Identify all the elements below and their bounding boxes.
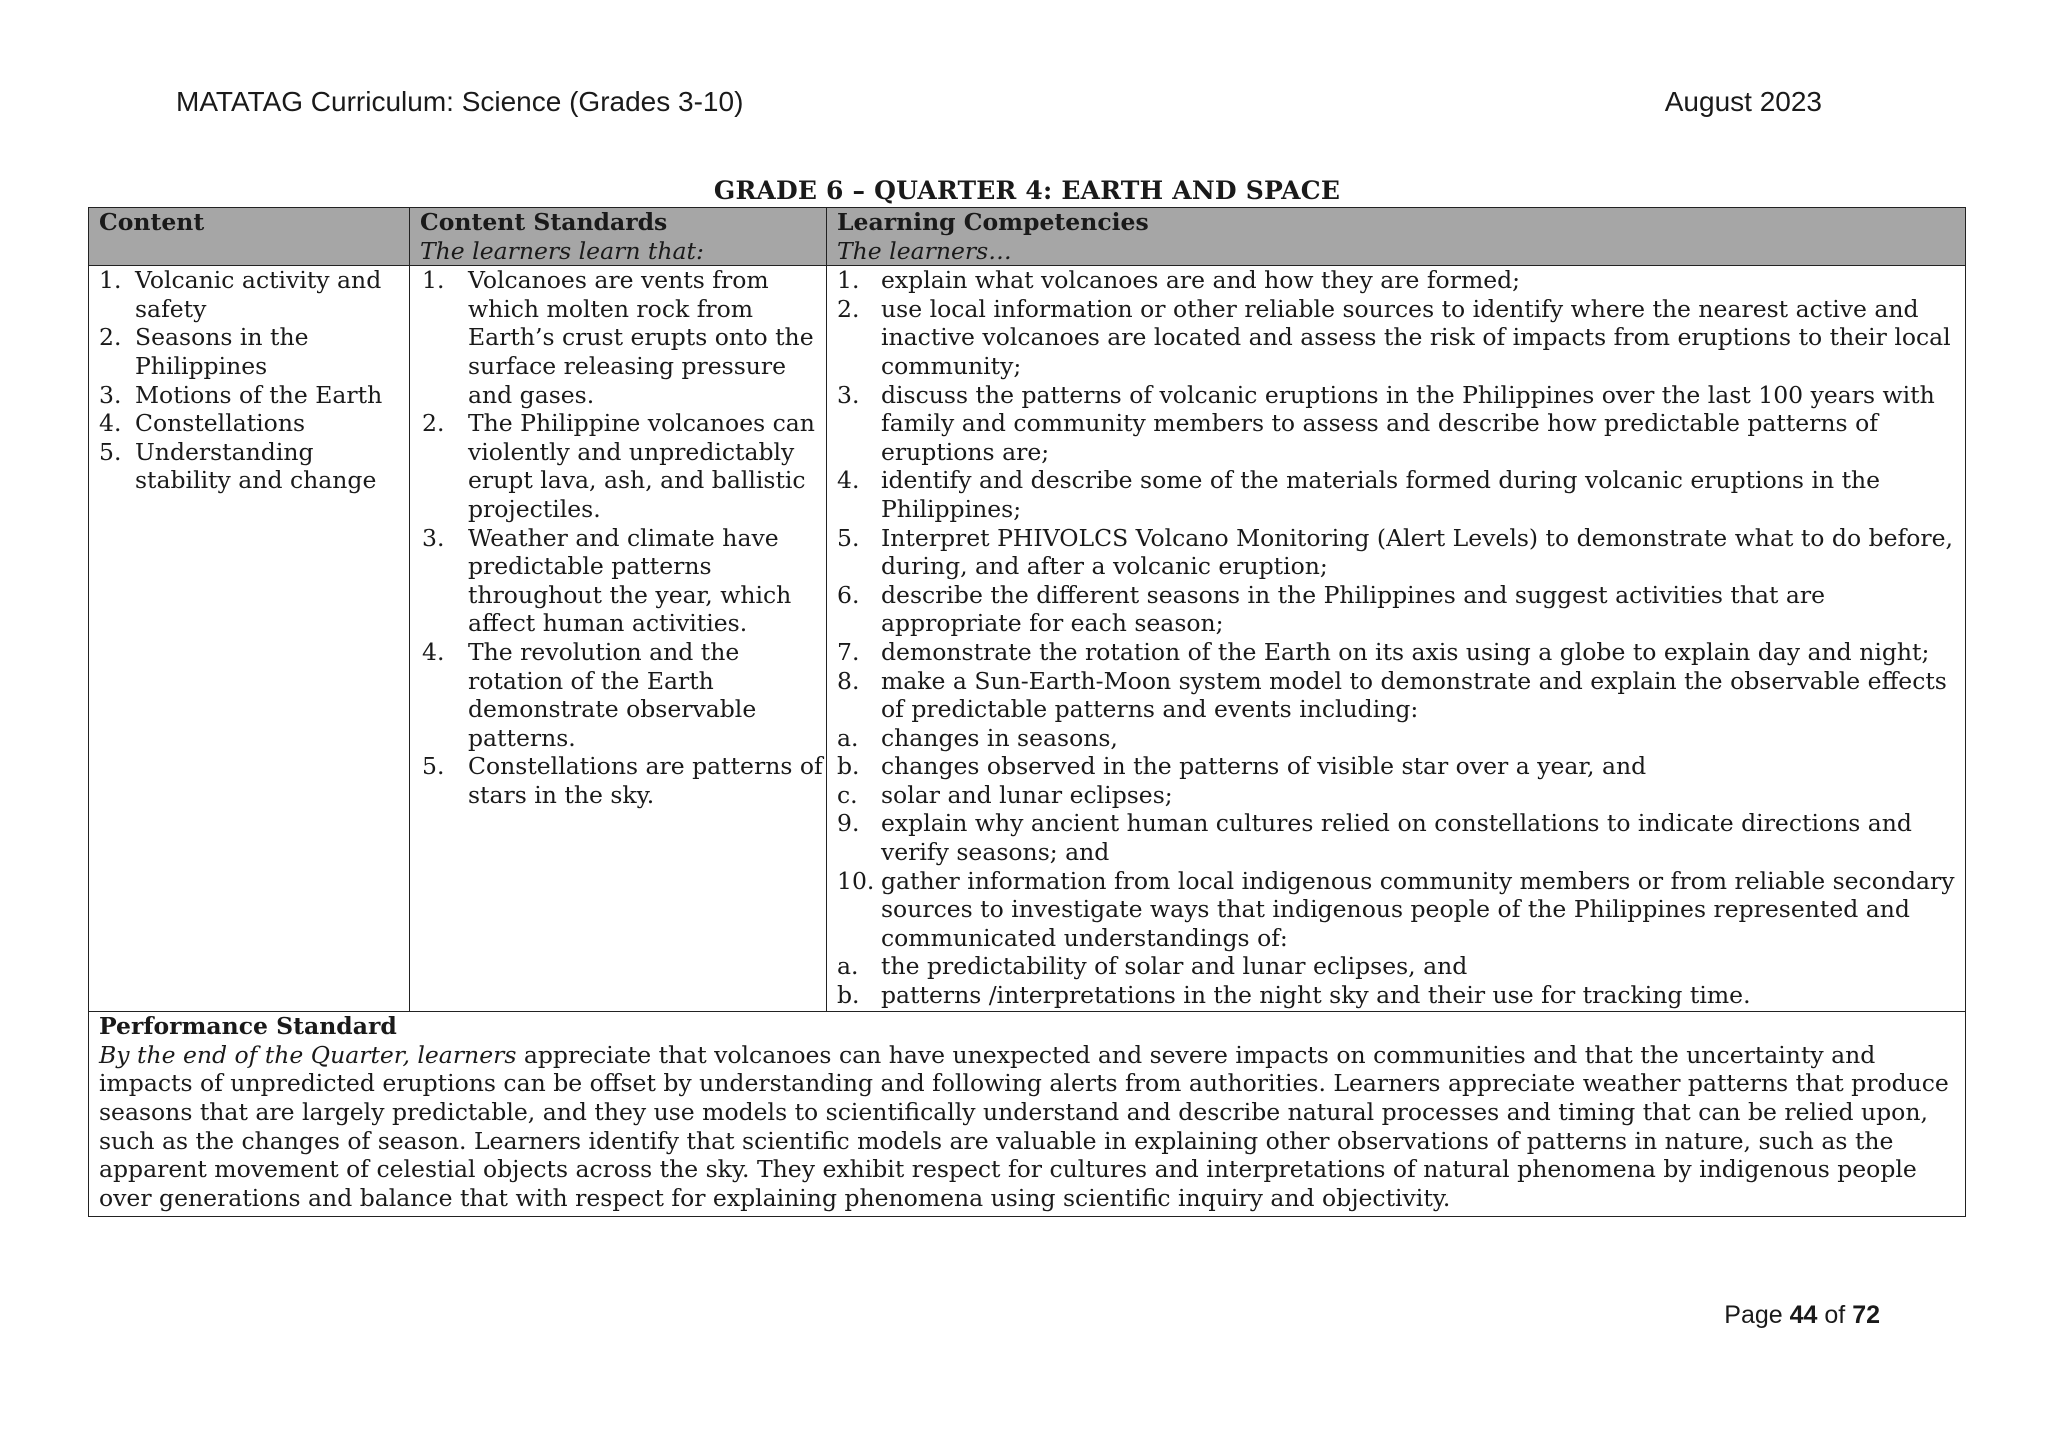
sublist-letter: b. bbox=[837, 752, 860, 781]
list-item bbox=[420, 524, 826, 638]
list-number: 10. bbox=[837, 866, 875, 895]
performance-standard-lead: By the end of the Quarter, learners bbox=[99, 1040, 517, 1069]
list-text: Motions of the Earth bbox=[135, 380, 383, 409]
list-item bbox=[420, 409, 826, 523]
content-standards-list bbox=[420, 266, 826, 809]
list-text: The Philippine volcanoes can violently and unpredictably erupt lava, ash, and ballistic projectiles. bbox=[468, 409, 815, 523]
grade-quarter-title: GRADE 6 – QUARTER 4: EARTH AND SPACE bbox=[713, 176, 1341, 205]
list-text: Volcanic activity and safety bbox=[135, 266, 382, 323]
page-current: 44 bbox=[1789, 1301, 1818, 1329]
learning-competencies-column bbox=[827, 266, 1965, 1011]
list-text: describe the different seasons in the Philippines and suggest activities that are appropriate for each season; bbox=[881, 580, 1826, 638]
list-item bbox=[837, 381, 1965, 467]
header-learning-competencies bbox=[827, 208, 1965, 265]
list-number: 3. bbox=[422, 523, 445, 552]
list-item bbox=[837, 667, 1965, 724]
list-item bbox=[99, 438, 409, 495]
sublist-item bbox=[837, 981, 1965, 1010]
sublist-item bbox=[837, 724, 1965, 753]
list-text: Interpret PHIVOLCS Volcano Monitoring (Alert Levels) to demonstrate what to do before, during, and after a volcanic eruption; bbox=[881, 523, 1953, 581]
list-text: Weather and climate have predictable patterns throughout the year, which affect human activities. bbox=[468, 523, 792, 638]
list-text: gather information from local indigenous community members or from reliable secondary sources to investigate ways that indigenous people of the Philippines represented and communicated understandings of: bbox=[881, 866, 1955, 952]
document-header-title: MATATAG Curriculum: Science (Grades 3-10) bbox=[176, 86, 744, 117]
list-item bbox=[99, 266, 409, 323]
list-text: discuss the patterns of volcanic eruptions in the Philippines over the last 100 years with family and community members to assess and describe how predictable patterns of eruptions are; bbox=[881, 380, 1935, 466]
list-item bbox=[837, 295, 1965, 381]
competency-10-sublist bbox=[837, 952, 1965, 1009]
sublist-letter: b. bbox=[837, 981, 860, 1010]
list-text: use local information or other reliable sources to identify where the nearest active and inactive volcanoes are located and assess the risk of impacts from eruptions to their local community; bbox=[881, 294, 1951, 380]
performance-standard-text: appreciate that volcanoes can have unexpected and severe impacts on communities and that the uncertainty and impacts of unpredicted eruptions can be offset by understanding and following alerts from authorities. Learners appreciate weather patterns that produce seasons that are largely predictable, and they use models to scientifically understand and describe natural processes and timing that can be relied upon, such as the changes of season. Learners identify that scientific models are valuable in explaining other observations of patterns in nature, such as the apparent movement of celestial objects across the sky. They exhibit respect for cultures and interpretations of natural phenomena by indigenous people over generations and balance that with respect for explaining phenomena using scientific inquiry and objectivity. bbox=[99, 1040, 1949, 1212]
performance-standard-title: Performance Standard bbox=[99, 1012, 397, 1041]
table-body-row bbox=[89, 266, 1965, 1012]
list-number: 3. bbox=[837, 380, 860, 409]
sublist-item bbox=[837, 752, 1965, 781]
list-number: 4. bbox=[99, 409, 122, 438]
header-content-standards-title: Content Standards bbox=[420, 208, 668, 236]
list-item bbox=[99, 409, 409, 438]
sublist-item bbox=[837, 952, 1965, 981]
performance-standard-body bbox=[99, 1041, 1955, 1213]
sublist-text: the predictability of solar and lunar eclipses, and bbox=[881, 952, 1468, 981]
list-text: Constellations are patterns of stars in the sky. bbox=[468, 752, 823, 809]
page-total: 72 bbox=[1852, 1301, 1880, 1329]
list-text: Constellations bbox=[135, 409, 306, 438]
list-number: 4. bbox=[837, 466, 860, 495]
header-content-title: Content bbox=[99, 208, 205, 236]
document-header-date: August 2023 bbox=[1664, 86, 1822, 117]
list-text: Seasons in the Philippines bbox=[135, 323, 309, 380]
sublist-text: changes observed in the patterns of visible star over a year, and bbox=[881, 752, 1647, 781]
sublist-letter: c. bbox=[837, 780, 858, 809]
header-content-standards bbox=[410, 208, 827, 265]
list-text: Volcanoes are vents from which molten rock from Earth’s crust erupts onto the surface releasing pressure and gases. bbox=[468, 266, 814, 409]
sublist-text: solar and lunar eclipses; bbox=[881, 780, 1173, 809]
list-number: 5. bbox=[837, 523, 860, 552]
list-number: 1. bbox=[837, 266, 860, 295]
page-middle: of bbox=[1817, 1301, 1853, 1329]
list-number: 1. bbox=[422, 266, 445, 295]
list-item bbox=[99, 381, 409, 410]
curriculum-table bbox=[88, 207, 1966, 1217]
list-text: Understanding stability and change bbox=[135, 437, 377, 495]
list-number: 1. bbox=[99, 266, 122, 295]
list-number: 2. bbox=[422, 409, 445, 438]
list-number: 4. bbox=[422, 637, 445, 666]
list-item bbox=[837, 867, 1965, 953]
page-number bbox=[1724, 1301, 1880, 1330]
list-text: explain why ancient human cultures relied on constellations to indicate directions and verify seasons; and bbox=[881, 809, 1912, 867]
table-header-row bbox=[89, 208, 1965, 266]
content-list bbox=[99, 266, 409, 495]
performance-standard bbox=[89, 1012, 1965, 1216]
list-text: demonstrate the rotation of the Earth on its axis using a globe to explain day and night; bbox=[881, 637, 1930, 666]
list-number: 9. bbox=[837, 809, 860, 838]
list-item bbox=[420, 638, 826, 752]
list-number: 5. bbox=[99, 437, 122, 466]
list-item bbox=[99, 323, 409, 380]
list-item bbox=[837, 524, 1965, 581]
content-column bbox=[89, 266, 410, 1011]
list-item bbox=[837, 581, 1965, 638]
list-item bbox=[837, 266, 1965, 295]
list-number: 2. bbox=[99, 323, 122, 352]
list-text: make a Sun-Earth-Moon system model to demonstrate and explain the observable effects of predictable patterns and events including: bbox=[881, 666, 1947, 724]
list-item bbox=[837, 466, 1965, 523]
sublist-text: changes in seasons, bbox=[881, 723, 1118, 752]
list-item bbox=[837, 638, 1965, 667]
list-number: 2. bbox=[837, 294, 860, 323]
list-number: 7. bbox=[837, 637, 860, 666]
list-item bbox=[420, 266, 826, 409]
list-text: explain what volcanoes are and how they are formed; bbox=[881, 266, 1521, 295]
header-content-standards-subtitle: The learners learn that: bbox=[420, 236, 704, 265]
content-standards-column bbox=[410, 266, 827, 1011]
sublist-item bbox=[837, 781, 1965, 810]
list-item bbox=[420, 752, 826, 809]
list-number: 3. bbox=[99, 380, 122, 409]
sublist-text: patterns /interpretations in the night sky and their use for tracking time. bbox=[881, 981, 1751, 1010]
learning-competencies-list-continued bbox=[837, 809, 1965, 952]
list-number: 5. bbox=[422, 752, 445, 781]
list-number: 6. bbox=[837, 580, 860, 609]
competency-8-sublist bbox=[837, 724, 1965, 810]
list-text: The revolution and the rotation of the Earth demonstrate observable patterns. bbox=[468, 637, 757, 752]
list-number: 8. bbox=[837, 666, 860, 695]
list-text: identify and describe some of the materials formed during volcanic eruptions in the Philippines; bbox=[881, 466, 1881, 523]
header-learning-competencies-subtitle: The learners… bbox=[837, 236, 1012, 265]
page-prefix: Page bbox=[1724, 1301, 1790, 1329]
header-learning-competencies-title: Learning Competencies bbox=[837, 208, 1149, 236]
header-content bbox=[89, 208, 410, 265]
sublist-letter: a. bbox=[837, 952, 859, 981]
list-item bbox=[837, 809, 1965, 866]
learning-competencies-list bbox=[837, 266, 1965, 724]
sublist-letter: a. bbox=[837, 723, 859, 752]
